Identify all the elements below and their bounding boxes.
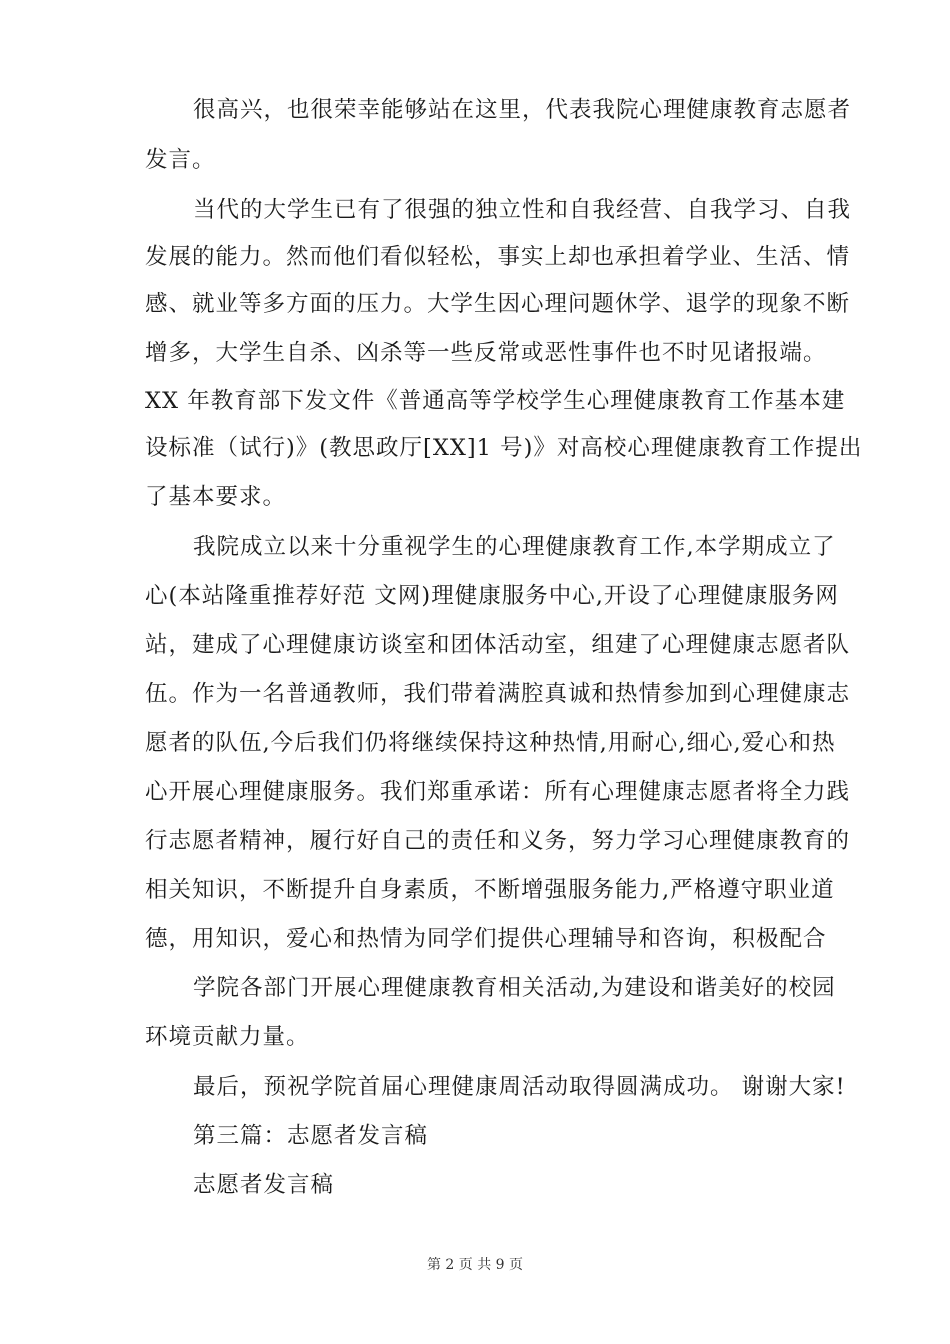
page-number-footer: 第 2 页 共 9 页: [426, 1257, 524, 1273]
paragraph-1-line-1: 很高兴，也很荣幸能够站在这里，代表我院心理健康教育志愿者: [193, 97, 852, 123]
paragraph-3-line-6: 心开展心理健康服务。我们郑重承诺：所有心理健康志愿者将全力践: [145, 779, 851, 805]
paragraph-3-line-9: 德，用知识，爱心和热情为同学们提供心理辅导和咨询，积极配合: [145, 926, 827, 952]
paragraph-2-line-6: 设标准（试行)》(教思政厅[XX]1 号)》对高校心理健康教育工作提出: [145, 435, 863, 461]
paragraph-3-line-1: 我院成立以来十分重视学生的心理健康教育工作,本学期成立了: [193, 534, 836, 560]
sub-heading: 志愿者发言稿: [193, 1172, 335, 1198]
paragraph-2-line-2: 发展的能力。然而他们看似轻松，事实上却也承担着学业、生活、情: [145, 244, 851, 270]
paragraph-2-line-4: 增多，大学生自杀、凶杀等一些反常或恶性事件也不时见诸报端。: [145, 340, 827, 366]
paragraph-3-line-2: 心(本站隆重推荐好范 文网)理健康服务中心,开设了心理健康服务网: [145, 583, 839, 609]
paragraph-2-line-7: 了基本要求。: [145, 484, 287, 510]
paragraph-2-line-1: 当代的大学生已有了很强的独立性和自我经营、自我学习、自我: [193, 197, 852, 223]
paragraph-2-line-5: XX 年教育部下发文件《普通高等学校学生心理健康教育工作基本建: [145, 388, 846, 414]
paragraph-3-line-8: 相关知识，不断提升自身素质，不断增强服务能力,严格遵守职业道: [145, 877, 835, 903]
section-heading: 第三篇：志愿者发言稿: [193, 1123, 429, 1149]
paragraph-2-line-3: 感、就业等多方面的压力。大学生因心理问题休学、退学的现象不断: [145, 291, 851, 317]
paragraph-3-line-3: 站，建成了心理健康访谈室和团体活动室，组建了心理健康志愿者队: [145, 632, 851, 658]
paragraph-3-line-5: 愿者的队伍,今后我们仍将继续保持这种热情,用耐心,细心,爱心和热: [145, 730, 836, 756]
paragraph-4-line-2: 环境贡献力量。: [145, 1024, 310, 1050]
paragraph-4-line-1: 学院各部门开展心理健康教育相关活动,为建设和谐美好的校园: [193, 975, 836, 1001]
paragraph-3-line-7: 行志愿者精神，履行好自己的责任和义务，努力学习心理健康教育的: [145, 828, 851, 854]
paragraph-3-line-4: 伍。作为一名普通教师，我们带着满腔真诚和热情参加到心理健康志: [145, 681, 851, 707]
closing-paragraph: 最后，预祝学院首届心理健康周活动取得圆满成功。 谢谢大家!: [193, 1074, 846, 1100]
paragraph-1-line-2: 发言。: [145, 147, 216, 173]
